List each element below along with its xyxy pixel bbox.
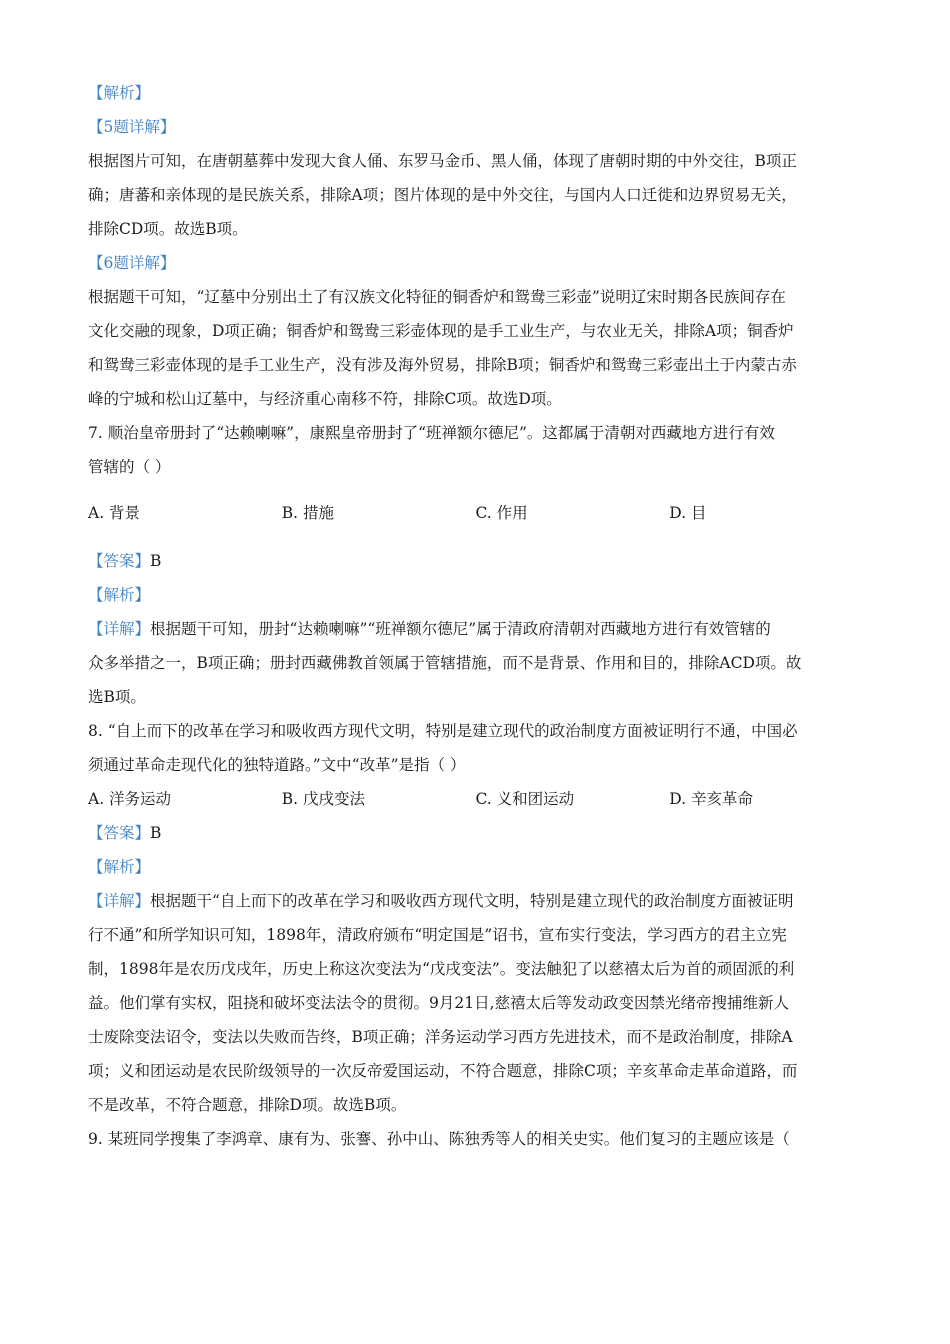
q7-option-c: C. 作用 (475, 504, 528, 522)
q7-stem-line: 7. 顺治皇帝册封了“达赖喇嘛”，康熙皇帝册封了“班禅额尔德尼”。这都属于清朝对西藏地方进行有效 (88, 424, 775, 442)
q6-text-line: 峰的宁城和松山辽墓中，与经济重心南移不符，排除C项。故选D项。 (88, 390, 562, 408)
q8-analysis-tag: 【解析】 (88, 858, 151, 876)
q6-text-line: 根据题干可知，“辽墓中分别出土了有汉族文化特征的铜香炉和鸳鸯三彩壶”说明辽宋时期各民族间存在 (88, 288, 786, 306)
detail-tag: 【详解】 (88, 892, 151, 910)
q8-detail-line: 行不通”和所学知识可知，1898年，清政府颁布“明定国是”诏书，宣布实行变法，学习西方的君主立宪 (88, 926, 787, 944)
q8-option-b: B. 戊戌变法 (281, 790, 365, 808)
answer-tag: 【答案】 (88, 552, 151, 570)
analysis-tag: 【解析】 (88, 84, 151, 102)
detail-tag: 【详解】 (88, 620, 151, 638)
q8-options (88, 782, 863, 816)
answer-value: B (150, 824, 162, 842)
q7-detail-line (88, 612, 863, 646)
q8-detail-line: 不是改革，不符合题意，排除D项。故选B项。 (88, 1096, 407, 1114)
q8-detail-line: 益。他们掌有实权，阻挠和破坏变法法令的贯彻。9月21日,慈禧太后等发动政变因禁光绪帝搜捕维新人 (88, 994, 790, 1012)
q9-stem-line: 9. 某班同学搜集了李鸿章、康有为、张謇、孙中山、陈独秀等人的相关史实。他们复习的主题应该是（ (88, 1130, 790, 1148)
answer-value: B (150, 552, 162, 570)
q7-analysis-tag: 【解析】 (88, 586, 151, 604)
q6-text-line: 文化交融的现象，D项正确；铜香炉和鸳鸯三彩壶体现的是手工业生产，与农业无关，排除A项；铜香炉 (88, 322, 794, 340)
q8-stem-line: 8. “自上而下的改革在学习和吸收西方现代文明，特别是建立现代的政治制度方面被证明行不通，中国必 (88, 722, 798, 740)
q5-text-line: 确；唐蕃和亲体现的是民族关系，排除A项；图片体现的是中外交往，与国内人口迁徙和边界贸易无关， (88, 186, 797, 204)
q8-stem-line: 须通过革命走现代化的独特道路。”文中“改革”是指（ ） (88, 756, 466, 774)
q8-detail-line: 制，1898年是农历戊戌年，历史上称这次变法为“戊戌变法”。变法触犯了以慈禧太后为首的顽固派的利 (88, 960, 795, 978)
detail-text: 根据题干可知，册封“达赖喇嘛”“班禅额尔德尼”属于清政府清朝对西藏地方进行有效管辖的 (150, 620, 771, 638)
q8-option-d: D. 辛亥革命 (669, 790, 753, 808)
document-page (88, 76, 863, 1156)
q8-option-a: A. 洋务运动 (88, 790, 172, 808)
q8-answer (88, 816, 863, 850)
q8-detail-line: 士废除变法诏令，变法以失败而告终，B项正确；洋务运动学习西方先进技术，而不是政治制度，排除A (88, 1028, 793, 1046)
q5-detail-tag: 【5题详解】 (88, 118, 176, 136)
q8-option-c: C. 义和团运动 (475, 790, 575, 808)
q6-detail-tag: 【6题详解】 (88, 254, 176, 272)
q7-stem-line: 管辖的（ ） (88, 458, 171, 476)
q7-detail-line: 众多举措之一，B项正确；册封西藏佛教首领属于管辖措施，而不是背景、作用和目的，排除ACD项。故 (88, 654, 802, 672)
q8-detail-line: 项；义和团运动是农民阶级领导的一次反帝爱国运动，不符合题意，排除C项；辛亥革命走革命道路，而 (88, 1062, 798, 1080)
detail-text: 根据题干“自上而下的改革在学习和吸收西方现代文明，特别是建立现代的政治制度方面被证明 (150, 892, 794, 910)
answer-tag: 【答案】 (88, 824, 151, 842)
q7-option-a: A. 背景 (88, 504, 141, 522)
q5-text-line: 根据图片可知，在唐朝墓葬中发现大食人俑、东罗马金币、黑人俑，体现了唐朝时期的中外交往，B项正 (88, 152, 797, 170)
q8-detail-line (88, 884, 863, 918)
q6-text-line: 和鸳鸯三彩壶体现的是手工业生产，没有涉及海外贸易，排除B项；铜香炉和鸳鸯三彩壶出土于内蒙古赤 (88, 356, 797, 374)
q7-option-b: B. 措施 (281, 504, 334, 522)
q7-detail-line: 选B项。 (88, 688, 146, 706)
q5-text-line: 排除CD项。故选B项。 (88, 220, 248, 238)
q7-options (88, 496, 863, 530)
q7-answer (88, 544, 863, 578)
q7-option-d: D. 目 (669, 504, 707, 522)
